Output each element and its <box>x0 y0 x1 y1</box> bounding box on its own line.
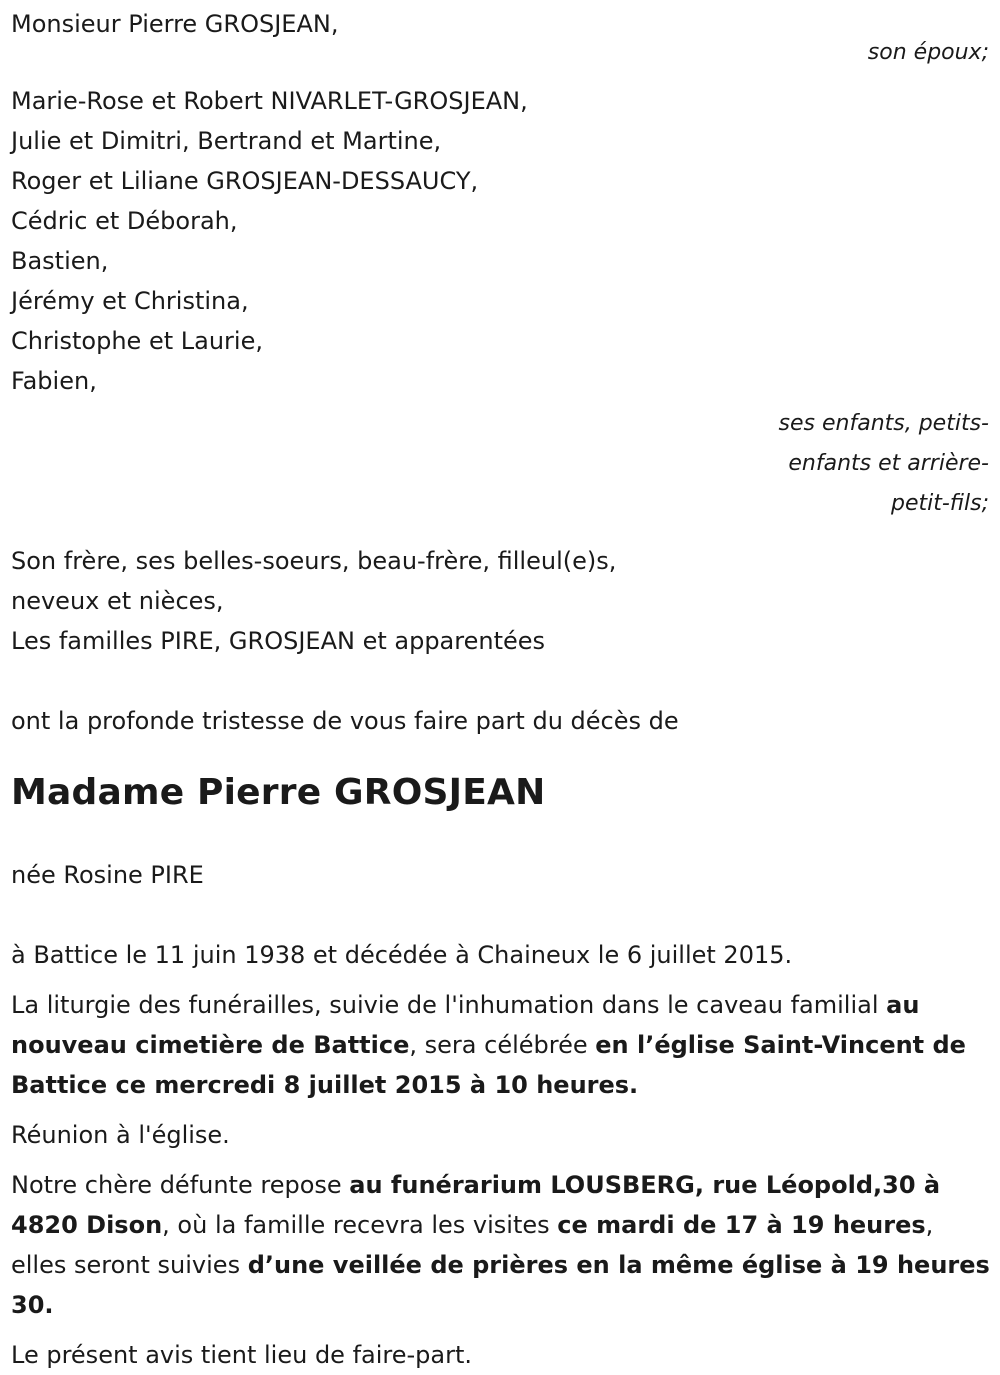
closing-text: Le présent avis tient lieu de faire-part. <box>11 1341 473 1369</box>
husband-role: son époux; <box>867 40 989 65</box>
funeral-church-time: en l’église Saint-Vincent de Battice ce mercredi 8 juillet 2015 à 10 heures. <box>11 1031 966 1099</box>
relatives-list <box>11 541 991 661</box>
family-line: Cédric et Déborah, <box>11 207 238 235</box>
children-role-line: ses enfants, petits- <box>778 411 989 436</box>
family-line: Jérémy et Christina, <box>11 287 249 315</box>
visitation-time: ce mardi de 17 à 19 heures <box>557 1211 926 1239</box>
children-role <box>11 404 991 524</box>
children-role-line: petit-fils; <box>890 491 989 516</box>
visitation-paragraph <box>11 1165 991 1325</box>
family-line: Bastien, <box>11 247 109 275</box>
deceased-name: Madame Pierre GROSJEAN <box>11 772 546 813</box>
relatives-line: neveux et nièces, <box>11 587 224 615</box>
announcement: ont la profonde tristesse de vous faire part du décès de <box>11 707 679 735</box>
deceased-dates: à Battice le 11 juin 1938 et décédée à Chaineux le 6 juillet 2015. <box>11 941 793 969</box>
funeral-cemetery: au nouveau cimetière de Battice <box>11 991 920 1059</box>
children-list <box>11 81 991 401</box>
relatives-line: Les familles PIRE, GROSJEAN et apparentées <box>11 627 546 655</box>
family-line: Marie-Rose et Robert NIVARLET-GROSJEAN, <box>11 87 528 115</box>
visitation-text: , où la famille recevra les visites <box>162 1211 558 1239</box>
meeting-text: Réunion à l'église. <box>11 1121 230 1149</box>
deceased-born-name: née Rosine PIRE <box>11 861 204 889</box>
funeral-paragraph <box>11 985 991 1105</box>
funeral-text: La liturgie des funérailles, suivie de l'inhumation dans le caveau familial <box>11 991 887 1019</box>
obituary-notice <box>11 0 991 1375</box>
family-line: Roger et Liliane GROSJEAN-DESSAUCY, <box>11 167 479 195</box>
visitation-text: , elles seront suivies <box>11 1211 934 1279</box>
visitation-text: Notre chère défunte repose <box>11 1171 350 1199</box>
prayer-vigil: d’une veillée de prières en la même église à 19 heures 30. <box>11 1251 990 1319</box>
husband-name: Monsieur Pierre GROSJEAN, <box>11 10 339 38</box>
children-role-line: enfants et arrière- <box>788 451 989 476</box>
family-line: Christophe et Laurie, <box>11 327 263 355</box>
funeral-home-address: au funérarium LOUSBERG, rue Léopold,30 à 4820 Dison <box>11 1171 941 1239</box>
relatives-line: Son frère, ses belles-soeurs, beau-frère, filleul(e)s, <box>11 547 617 575</box>
funeral-text: , sera célébrée <box>409 1031 596 1059</box>
family-line: Fabien, <box>11 367 97 395</box>
family-line: Julie et Dimitri, Bertrand et Martine, <box>11 127 442 155</box>
